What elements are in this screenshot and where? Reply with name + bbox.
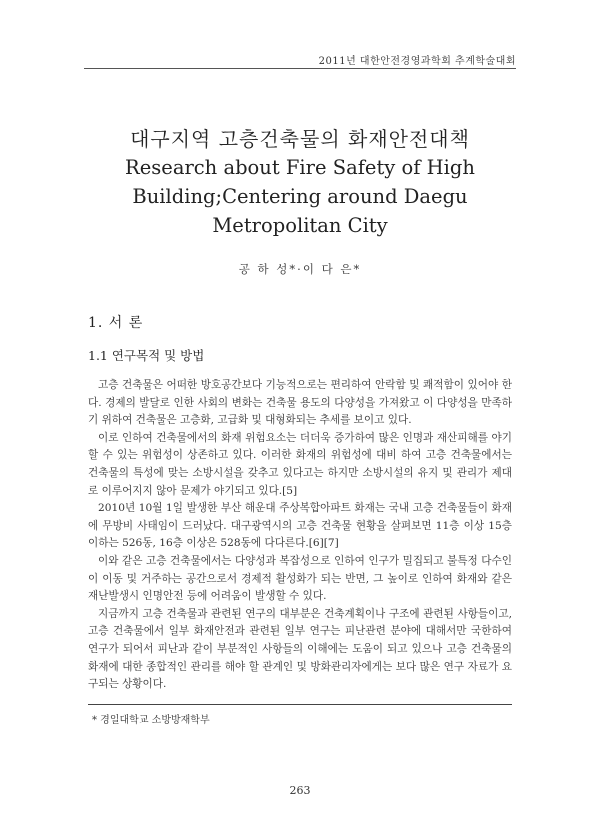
title-english-line-2: Building;Centering around Daegu — [132, 185, 468, 208]
running-header: 2011년 대한안전경영과학회 추계학술대회 — [318, 56, 516, 67]
title-korean: 대구지역 고층건축물의 화재안전대책 — [130, 127, 470, 151]
paragraph: 고층 건축물은 어떠한 방호공간보다 기능적으로는 편리하여 안락함 및 쾌적함이 있어야 한다. 경제의 발달로 인한 사회의 변화는 건축물 용도의 다양성을 가져왔고 이 다양성을 만족하기 위하여 건축물은 고층화, 고급화 및 대형화되는 추세를 보이고 있다. — [88, 379, 512, 427]
page-number: 263 — [289, 784, 311, 797]
footnote: * 경일대학교 소방방재학부 — [92, 715, 210, 726]
footnote-rule — [88, 704, 512, 705]
section-heading: 1. 서 론 — [88, 315, 144, 331]
header-rule — [84, 68, 516, 69]
title-english-line-3: Metropolitan City — [212, 214, 388, 237]
paragraph: 이로 인하여 건축물에서의 화재 위험요소는 더더욱 증가하여 많은 인명과 재산피해를 야기할 수 있는 위험성이 상존하고 있다. 이러한 화재의 위험성에 대비 하여 고층 건축물에서는 건축물의 특성에 맞는 소방시설을 갖추고 있다고는 하지만 소방시설의 유지 및 관리가 제대로 이루어지지 않아 문제가 야기되고 있다.[5] — [88, 431, 512, 497]
body-text — [88, 377, 512, 694]
title-english-line-1: Research about Fire Safety of High — [125, 156, 475, 179]
subsection-heading: 1.1 연구목적 및 방법 — [88, 348, 205, 363]
title-english — [84, 153, 516, 240]
paragraph: 이와 같은 고층 건축물에서는 다양성과 복잡성으로 인하여 인구가 밀집되고 불특정 다수인이 이동 및 거주하는 공간으로서 경제적 활성화가 되는 반면, 그 높이로 인하여 화재와 같은 재난발생시 인명안전 등에 어려움이 발생할 수 있다. — [88, 554, 512, 603]
paragraph: 2010년 10월 1일 발생한 부산 해운대 주상복합아파트 화재는 국내 고층 건축물들이 화재에 무방비 사태임이 드러났다. 대구광역시의 고층 건축물 현황을 살펴보면 11층 이상 15층 이하는 526동, 16층 이상은 528동에 다다른다.[6][7] — [88, 502, 512, 550]
authors: 공 하 성*·이 다 은* — [238, 262, 362, 276]
paragraph: 지금까지 고층 건축물과 관련된 연구의 대부분은 건축계획이나 구조에 관련된 사항들이고, 고층 건축물에서 일부 화재안전과 관련된 일부 연구는 피난관련 분야에 대해서만 국한하여 연구가 되어서 피난과 같이 부분적인 사항들의 이해에는 도움이 되고 있으나 고층 건축물의 화재에 대한 종합적인 관리를 해야 할 관계인 및 방화관리자에게는 보다 많은 연구 자료가 요구되는 상황이다. — [88, 607, 512, 691]
